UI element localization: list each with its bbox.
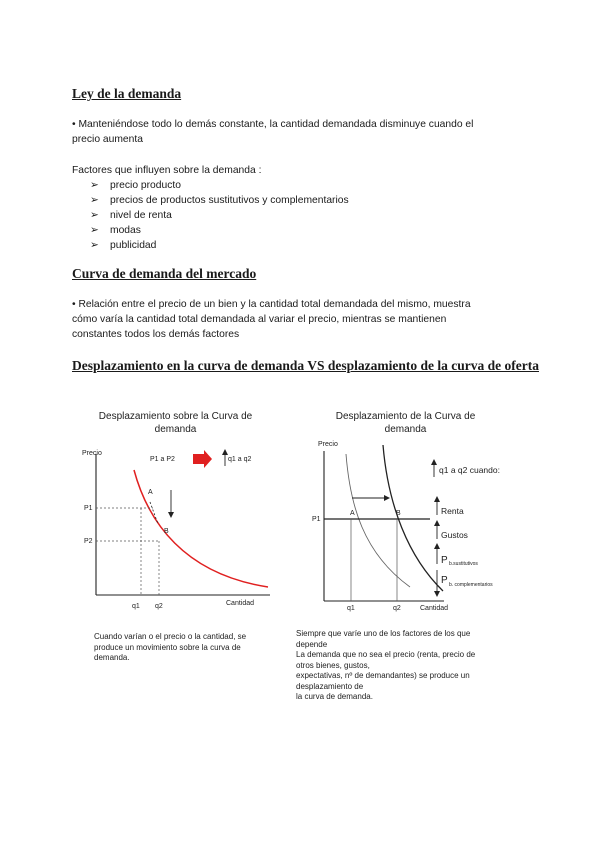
list-item: [90, 193, 349, 208]
right-caption-line-3: La demanda que no sea el precio (renta, precio de: [296, 650, 476, 659]
q1-label: q1: [132, 603, 140, 610]
left-caption-line-1: Cuando varían o el precio o la cantidad, se: [94, 632, 247, 641]
left-figure-title-line-2: demanda: [154, 424, 197, 435]
market-curve-text: [72, 297, 542, 342]
factor-text: publicidad: [110, 240, 157, 251]
arrow-bullet-icon: ➢: [90, 180, 99, 191]
right-caption-line-7: la curva de demanda.: [296, 692, 373, 701]
up-arrow-head-icon: [434, 520, 440, 526]
right-demand-chart: [308, 435, 528, 620]
legend-item-renta: Renta: [441, 506, 464, 516]
market-curve-line-3: constantes todos los demás factores: [72, 329, 240, 340]
arrow-bullet-icon: ➢: [90, 240, 99, 251]
legend-item-gustos: Gustos: [441, 530, 468, 540]
qty-change-label: q1 a q2: [228, 456, 252, 463]
up-arrow-head-icon: [434, 543, 440, 549]
right-figure-title-line-2: demanda: [384, 424, 427, 435]
list-item: [90, 208, 349, 223]
demand-law-line-1: • Manteniéndose todo lo demás constante, la cantidad demandada disminuye cuando el: [72, 119, 474, 130]
right-caption-line-1: Siempre que varíe uno de los factores de los que: [296, 629, 471, 638]
legend-item-p-complementarios: P: [441, 575, 448, 586]
up-arrow-head-icon: [222, 449, 228, 455]
demand-curve: [134, 470, 268, 587]
market-curve-line-2: cómo varía la cantidad total demandada al variar el precio, mientras se mantienen: [72, 314, 447, 325]
right-caption-line-2: depende: [296, 639, 328, 649]
y-axis-label: Precio: [82, 450, 102, 457]
factor-text: precios de productos sustitutivos y complementarios: [110, 195, 349, 206]
list-item: [90, 178, 349, 193]
demand-law-line-2: precio aumenta: [72, 134, 143, 145]
left-caption-line-3: demanda.: [94, 653, 130, 662]
down-arrow-head-icon: [434, 591, 440, 597]
legend-title: q1 a q2 cuando:: [439, 465, 500, 475]
red-arrow-icon: [193, 450, 212, 468]
list-item: [90, 223, 349, 238]
x-axis-label: Cantidad: [420, 605, 449, 612]
legend-sub-sustitutivos: b.sustitutivos: [449, 561, 478, 567]
right-caption-line-4: otros bienes, gustos,: [296, 660, 370, 670]
down-arrow-head-icon: [168, 512, 174, 518]
right-figure-caption: [296, 629, 511, 703]
left-figure-title: [88, 410, 263, 436]
arrow-bullet-icon: ➢: [90, 225, 99, 236]
left-figure-title-line-1: Desplazamiento sobre la Curva de: [98, 411, 253, 422]
shift-arrow-head-icon: [384, 495, 390, 501]
market-curve-line-1: • Relación entre el precio de un bien y la cantidad total demandada del mismo, muestra: [72, 299, 471, 310]
up-arrow-head-icon: [434, 496, 440, 502]
left-figure-caption: [94, 632, 278, 664]
right-caption-line-5: expectativas, nº de demandantes) se produce un: [296, 671, 470, 680]
demand-law-text: [72, 117, 542, 147]
section-heading-curva-mercado: Curva de demanda del mercado: [72, 266, 257, 281]
point-a-label: A: [148, 489, 153, 496]
original-demand-curve: [346, 454, 410, 587]
section-heading-desplazamiento: Desplazamiento en la curva de demanda VS desplazamiento de la curva de oferta: [72, 358, 539, 373]
point-b-label: B: [164, 528, 169, 535]
price-change-label: P1 a P2: [150, 456, 175, 463]
arrow-bullet-icon: ➢: [90, 195, 99, 206]
section-heading-ley-demanda: Ley de la demanda: [72, 86, 182, 101]
p1-label: P1: [84, 505, 93, 512]
right-figure-title: [318, 410, 493, 436]
p1-label: P1: [312, 516, 321, 523]
legend-sub-complementarios: b. complementarios: [449, 582, 493, 588]
factor-text: nivel de renta: [110, 210, 172, 221]
factors-intro: Factores que influyen sobre la demanda :: [72, 165, 262, 176]
point-b-label: B: [396, 510, 401, 517]
left-demand-chart: [80, 440, 280, 620]
point-a-label: A: [350, 510, 355, 517]
factor-text: modas: [110, 225, 141, 236]
factor-text: precio producto: [110, 180, 181, 191]
x-axis-label: Cantidad: [226, 600, 255, 607]
up-arrow-head-icon: [431, 459, 437, 465]
q1-label: q1: [347, 605, 355, 612]
p2-label: P2: [84, 538, 93, 545]
q2-label: q2: [155, 603, 163, 610]
legend-item-p-sustitutivos: P: [441, 555, 448, 566]
arrow-bullet-icon: ➢: [90, 210, 99, 221]
right-caption-line-6: desplazamiento de: [296, 681, 364, 691]
left-caption-line-2: produce un movimiento sobre la curva de: [94, 642, 241, 652]
y-axis-label: Precio: [318, 441, 338, 448]
right-figure-title-line-1: Desplazamiento de la Curva de: [335, 411, 476, 422]
list-item: [90, 238, 349, 253]
factors-list: [90, 178, 349, 253]
q2-label: q2: [393, 605, 401, 612]
